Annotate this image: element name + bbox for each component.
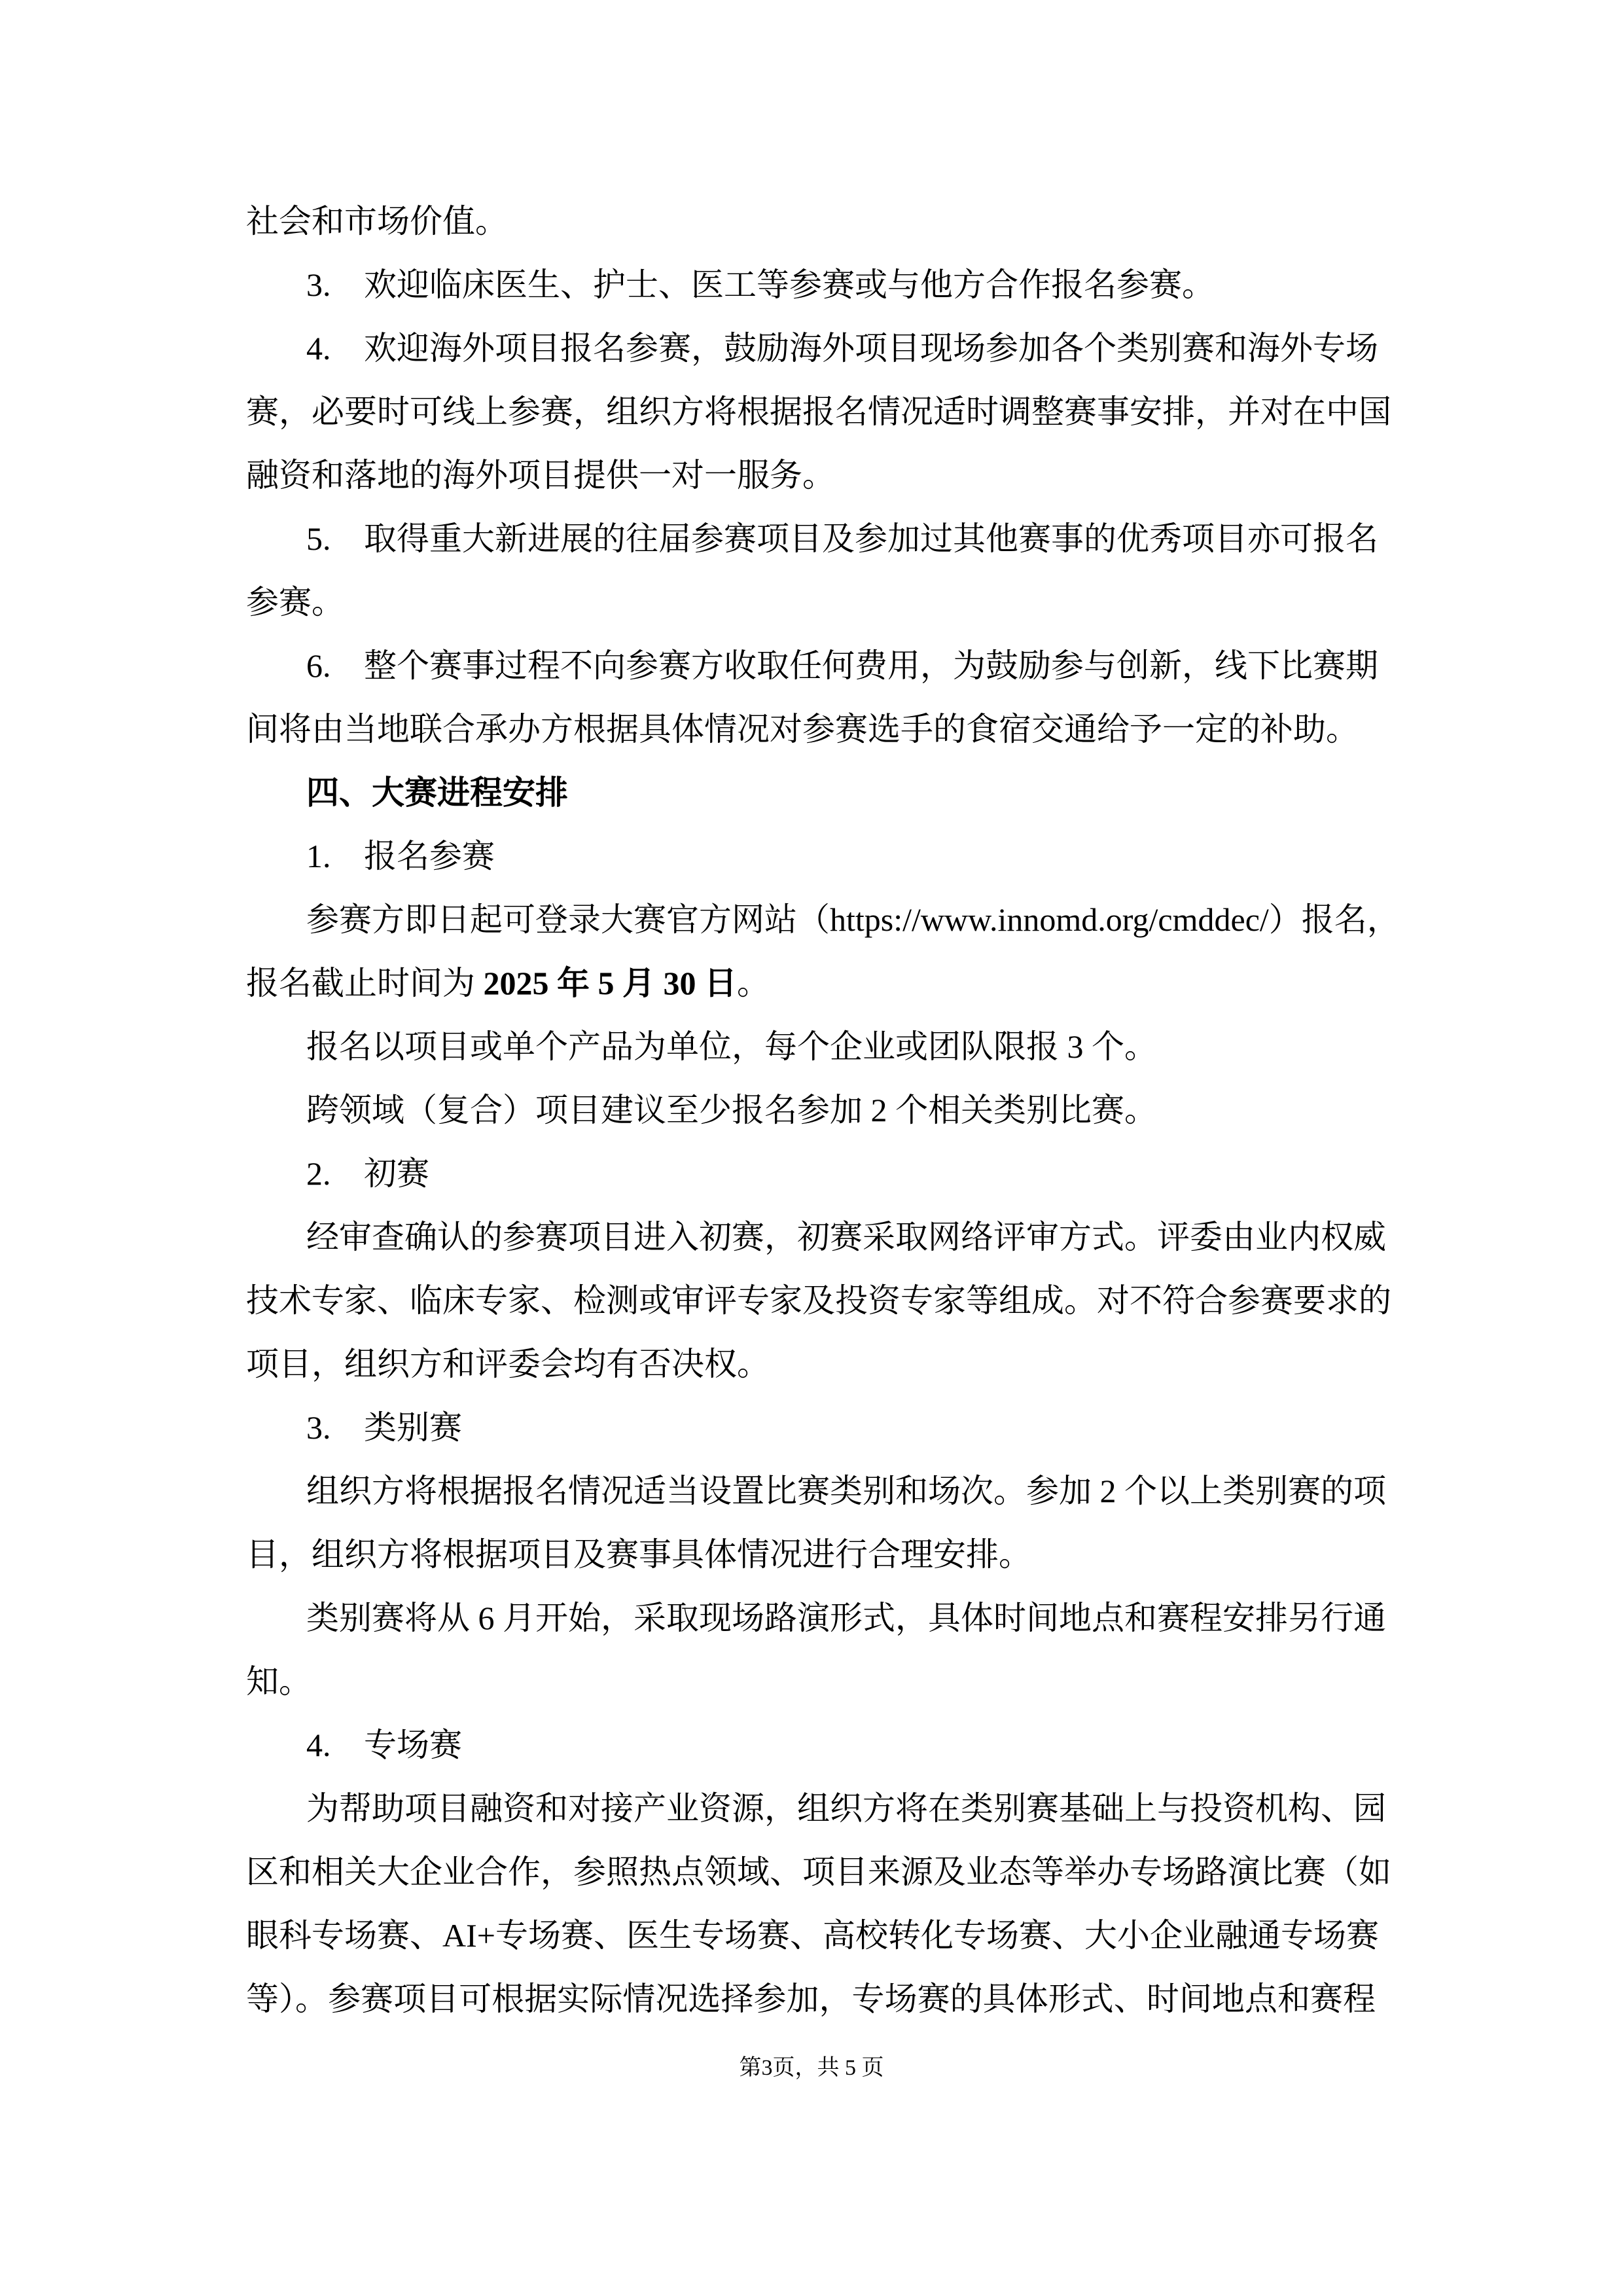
list-number: 5.	[306, 520, 331, 557]
list-item-line	[246, 317, 1376, 380]
list-item-line	[246, 507, 1376, 571]
list-number: 4.	[306, 1727, 331, 1763]
section-heading: 四、大赛进程安排	[306, 774, 568, 811]
text-line: 经审查确认的参赛项目进入初赛，初赛采取网络评审方式。评委由业内权威	[306, 1219, 1386, 1255]
text-line: 类别赛将从 6 月开始，采取现场路演形式，具体时间地点和赛程安排另行通	[306, 1600, 1386, 1636]
list-number: 2.	[306, 1155, 331, 1192]
page-footer: 第3页，共 5 页	[739, 2056, 884, 2080]
deadline-prefix: 报名截止时间为	[246, 965, 484, 1001]
text-line: 社会和市场价值。	[246, 203, 508, 240]
text-line: 区和相关大企业合作，参照热点领域、项目来源及业态等举办专场路演比赛（如	[246, 1854, 1391, 1890]
list-text: 类别赛	[364, 1409, 462, 1446]
text-line: 知。	[246, 1663, 312, 1700]
text-line: 跨领域（复合）项目建议至少报名参加 2 个相关类别比赛。	[306, 1092, 1157, 1128]
text-line: 为帮助项目融资和对接产业资源，组织方将在类别赛基础上与投资机构、园	[306, 1790, 1386, 1827]
list-item-line	[246, 825, 1376, 888]
text-line: 目，组织方将根据项目及赛事具体情况进行合理安排。	[246, 1536, 1031, 1573]
list-number: 3.	[306, 266, 331, 303]
text-column	[246, 190, 1400, 2031]
list-text: 专场赛	[364, 1727, 462, 1763]
list-item-line	[246, 253, 1376, 317]
text-line: 参赛。	[246, 584, 344, 620]
list-text: 取得重大新进展的往届参赛项目及参加过其他赛事的优秀项目亦可报名	[364, 520, 1378, 557]
list-item-line	[246, 634, 1376, 698]
text-line: 项目，组织方和评委会均有否决权。	[246, 1346, 770, 1382]
list-text: 报名参赛	[364, 838, 495, 874]
list-item-line	[246, 1713, 1376, 1777]
list-number: 3.	[306, 1409, 331, 1446]
text-line: 组织方将根据报名情况适当设置比赛类别和场次。参加 2 个以上类别赛的项	[306, 1473, 1386, 1509]
deadline-date: 2025 年 5 月 30 日	[483, 965, 737, 1001]
text-line: 等）。参赛项目可根据实际情况选择参加，专场赛的具体形式、时间地点和赛程	[246, 1981, 1376, 2017]
list-number: 1.	[306, 838, 331, 874]
list-text: 欢迎临床医生、护士、医工等参赛或与他方合作报名参赛。	[364, 266, 1215, 303]
list-text: 整个赛事过程不向参赛方收取任何费用，为鼓励参与创新，线下比赛期	[364, 647, 1378, 684]
list-text: 欢迎海外项目报名参赛，鼓励海外项目现场参加各个类别赛和海外专场	[364, 330, 1378, 367]
text-line: 报名以项目或单个产品为单位，每个企业或团队限报 3 个。	[306, 1028, 1157, 1065]
list-item-line	[246, 1396, 1376, 1460]
text-line-deadline	[246, 952, 1376, 1015]
list-item-line	[246, 1142, 1376, 1206]
list-number: 6.	[306, 647, 331, 684]
list-text: 初赛	[364, 1155, 429, 1192]
text-line: 参赛方即日起可登录大赛官方网站（https://www.innomd.org/cmddec/）报名，	[306, 901, 1400, 938]
deadline-suffix: 。	[737, 965, 770, 1001]
text-line: 技术专家、临床专家、检测或审评专家及投资专家等组成。对不符合参赛要求的	[246, 1282, 1391, 1319]
list-number: 4.	[306, 330, 331, 367]
text-line: 眼科专场赛、AI+专场赛、医生专场赛、高校转化专场赛、大小企业融通专场赛	[246, 1917, 1379, 1954]
text-line: 间将由当地联合承办方根据具体情况对参赛选手的食宿交通给予一定的补助。	[246, 711, 1359, 747]
text-line: 融资和落地的海外项目提供一对一服务。	[246, 457, 835, 493]
text-line: 赛，必要时可线上参赛，组织方将根据报名情况适时调整赛事安排，并对在中国	[246, 393, 1391, 430]
